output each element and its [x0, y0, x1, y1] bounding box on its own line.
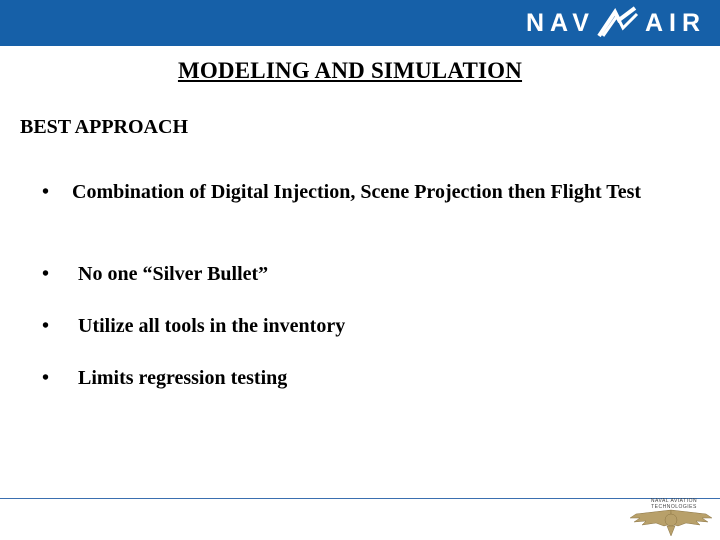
- bullet-list: [40, 180, 680, 389]
- bullet-marker: •: [42, 263, 50, 285]
- navair-swoosh-icon: [595, 6, 641, 40]
- bullet-item: [40, 262, 268, 286]
- logo-text-right: AIR: [644, 8, 706, 37]
- bullet-text: Utilize all tools in the inventory: [78, 315, 346, 337]
- navair-logo: [526, 6, 706, 40]
- bullet-marker: •: [42, 315, 50, 337]
- emblem-caption: NAVAL AVIATION TECHNOLOGIES: [650, 498, 698, 510]
- bullet-item: [40, 180, 680, 204]
- logo-text-left: NAV: [526, 8, 595, 37]
- bullet-text: No one “Silver Bullet”: [78, 263, 269, 285]
- bullet-item: [40, 314, 345, 338]
- bullet-text: Limits regression testing: [78, 367, 288, 389]
- bullet-marker: •: [42, 367, 50, 389]
- section-subheading: BEST APPROACH: [20, 116, 188, 138]
- bullet-marker: •: [42, 181, 50, 203]
- bullet-text: Combination of Digital Injection, Scene Projection then Flight Test: [72, 181, 642, 203]
- naval-aviator-wings-icon: [626, 496, 716, 538]
- bullet-item: [40, 366, 287, 390]
- header-bar: [0, 0, 720, 46]
- slide-title: MODELING AND SIMULATION: [177, 58, 523, 83]
- footer-divider: [0, 498, 720, 499]
